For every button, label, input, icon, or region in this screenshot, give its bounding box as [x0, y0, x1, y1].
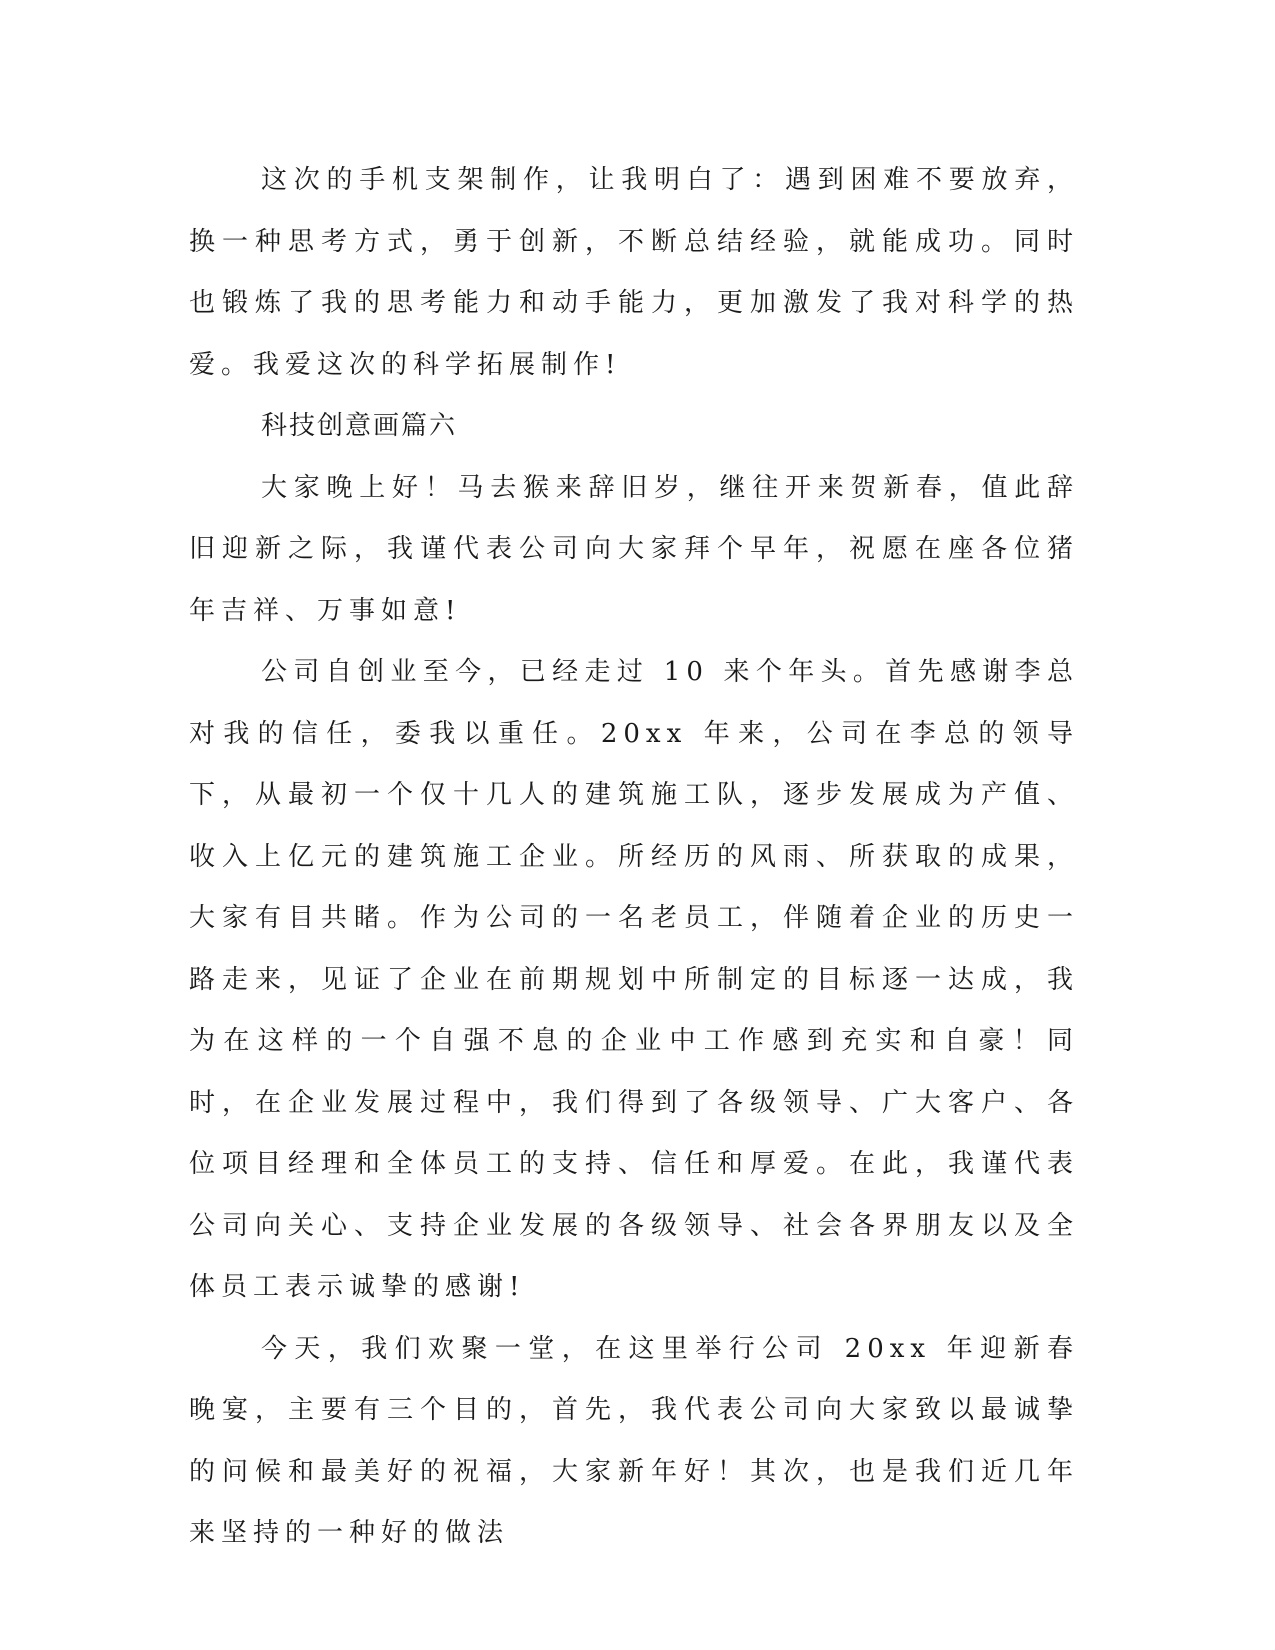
section-heading: 科技创意画篇六 — [261, 411, 458, 441]
document-page — [189, 150, 1079, 1565]
paragraph-company-history: 公司自创业至今，已经走过 10 来个年头。首先感谢李总对我的信任，委我以重任。20xx 年来，公司在李总的领导下，从最初一个仅十几人的建筑施工队，逐步发展成为产值、收入上亿元的建筑施工企业。所经历的风雨、所获取的成果，大家有目共睹。作为公司的一名老员工，伴随着企业的历史一路走来，见证了企业在前期规划中所制定的目标逐一达成，我为在这样的一个自强不息的企业中工作感到充实和自豪！同时，在企业发展过程中，我们得到了各级领导、广大客户、各位项目经理和全体员工的支持、信任和厚爱。在此，我谨代表公司向关心、支持企业发展的各级领导、社会各界朋友以及全体员工表示诚挚的感谢! — [189, 657, 1079, 1302]
paragraph-reflection: 这次的手机支架制作，让我明白了：遇到困难不要放弃，换一种思考方式，勇于创新，不断总结经验，就能成功。同时也锻炼了我的思考能力和动手能力，更加激发了我对科学的热爱。我爱这次的科学拓展制作! — [189, 165, 1079, 380]
paragraph-greeting: 大家晚上好！马去猴来辞旧岁，继往开来贺新春，值此辞旧迎新之际，我谨代表公司向大家拜个早年，祝愿在座各位猪年吉祥、万事如意! — [189, 472, 1079, 626]
paragraph-today: 今天，我们欢聚一堂，在这里举行公司 20xx 年迎新春晚宴，主要有三个目的，首先，我代表公司向大家致以最诚挚的问候和最美好的祝福，大家新年好！其次，也是我们近几年来坚持的一种好的做法 — [189, 1333, 1079, 1548]
